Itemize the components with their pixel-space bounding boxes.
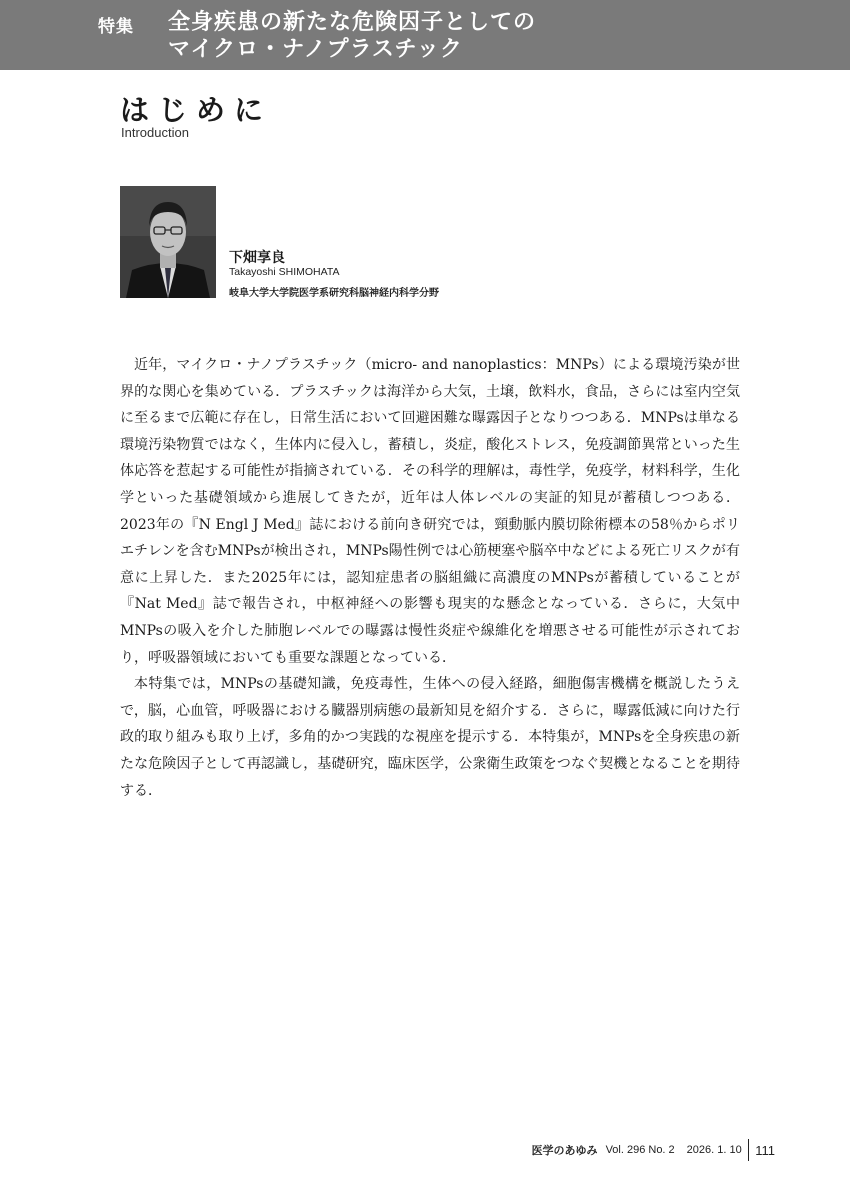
feature-title-line1: 全身疾患の新たな危険因子としての <box>168 10 537 35</box>
body-paragraph-1: 近年，マイクロ・ナノプラスチック（micro- and nanoplastics：MNPs）による環境汚染が世界的な関心を集めている．プラスチックは海洋から大気，土壌，飲料水，食品，さらには室内空気に至るまで広範に存在し，日常生活において回避困難な曝露因子となりつつある．MNPsは単なる環境汚染物質ではなく，生体内に侵入し，蓄積し，炎症，酸化ストレス，免疫調節異常といった生体応答を惹起する可能性が指摘されている．その科学的理解は，毒性学，免疫学，材料科学，生化学といった基礎領域から進展してきたが，近年は人体レベルの実証的知見が蓄積しつつある．2023年の『N Engl J Med』誌における前向き研究では，頸動脈内膜切除術標本の58％からポリエチレンを含むMNPsが検出され，MNPs陽性例では心筋梗塞や脳卒中などによる死亡リスクが有意に上昇した．また2025年には，認知症患者の脳組織に高濃度のMNPsが蓄積していることが『Nat Med』誌で報告され，中枢神経への影響も現実的な懸念となっている．さらに，大気中MNPsの吸入を介した肺胞レベルでの曝露は慢性炎症や線維化を増悪させる可能性が示されており，呼吸器領域においても重要な課題となっている． <box>120 357 740 666</box>
body-paragraph-2: 本特集では，MNPsの基礎知識，免疫毒性，生体への侵入経路，細胞傷害機構を概説したうえで，脳，心血管，呼吸器における臓器別病態の最新知見を紹介する．さらに，曝露低減に向けた行政的取り組みも取り上げ，多角的かつ実践的な視座を提示する．本特集が，MNPsを全身疾患の新たな危険因子として再認識し，基礎研究，臨床医学，公衆衛生政策をつなぐ契機となることを期待する． <box>120 676 740 799</box>
article-heading-en: Introduction <box>121 125 189 140</box>
author-photo <box>120 186 216 298</box>
author-name-roman: Takayoshi SHIMOHATA <box>229 266 340 278</box>
feature-title-line2: マイクロ・ナノプラスチック <box>168 37 463 62</box>
issue-date: 2026. 1. 10 <box>686 1144 742 1156</box>
article-heading: はじめに <box>120 93 273 127</box>
feature-title <box>168 9 808 63</box>
feature-banner <box>0 0 850 70</box>
journal-volume: Vol. 296 No. 2 <box>605 1144 675 1156</box>
page-number: 111 <box>755 1142 775 1158</box>
page-footer <box>532 1140 775 1160</box>
footer-divider <box>748 1139 750 1161</box>
author-portrait-icon <box>120 186 216 298</box>
feature-tag: 特集 <box>98 17 134 37</box>
author-name: 下畑享良 <box>229 250 285 266</box>
author-affiliation: 岐阜大学大学院医学系研究科脳神経内科学分野 <box>229 288 439 299</box>
article-body <box>120 352 740 804</box>
journal-name: 医学のあゆみ <box>531 1144 598 1157</box>
